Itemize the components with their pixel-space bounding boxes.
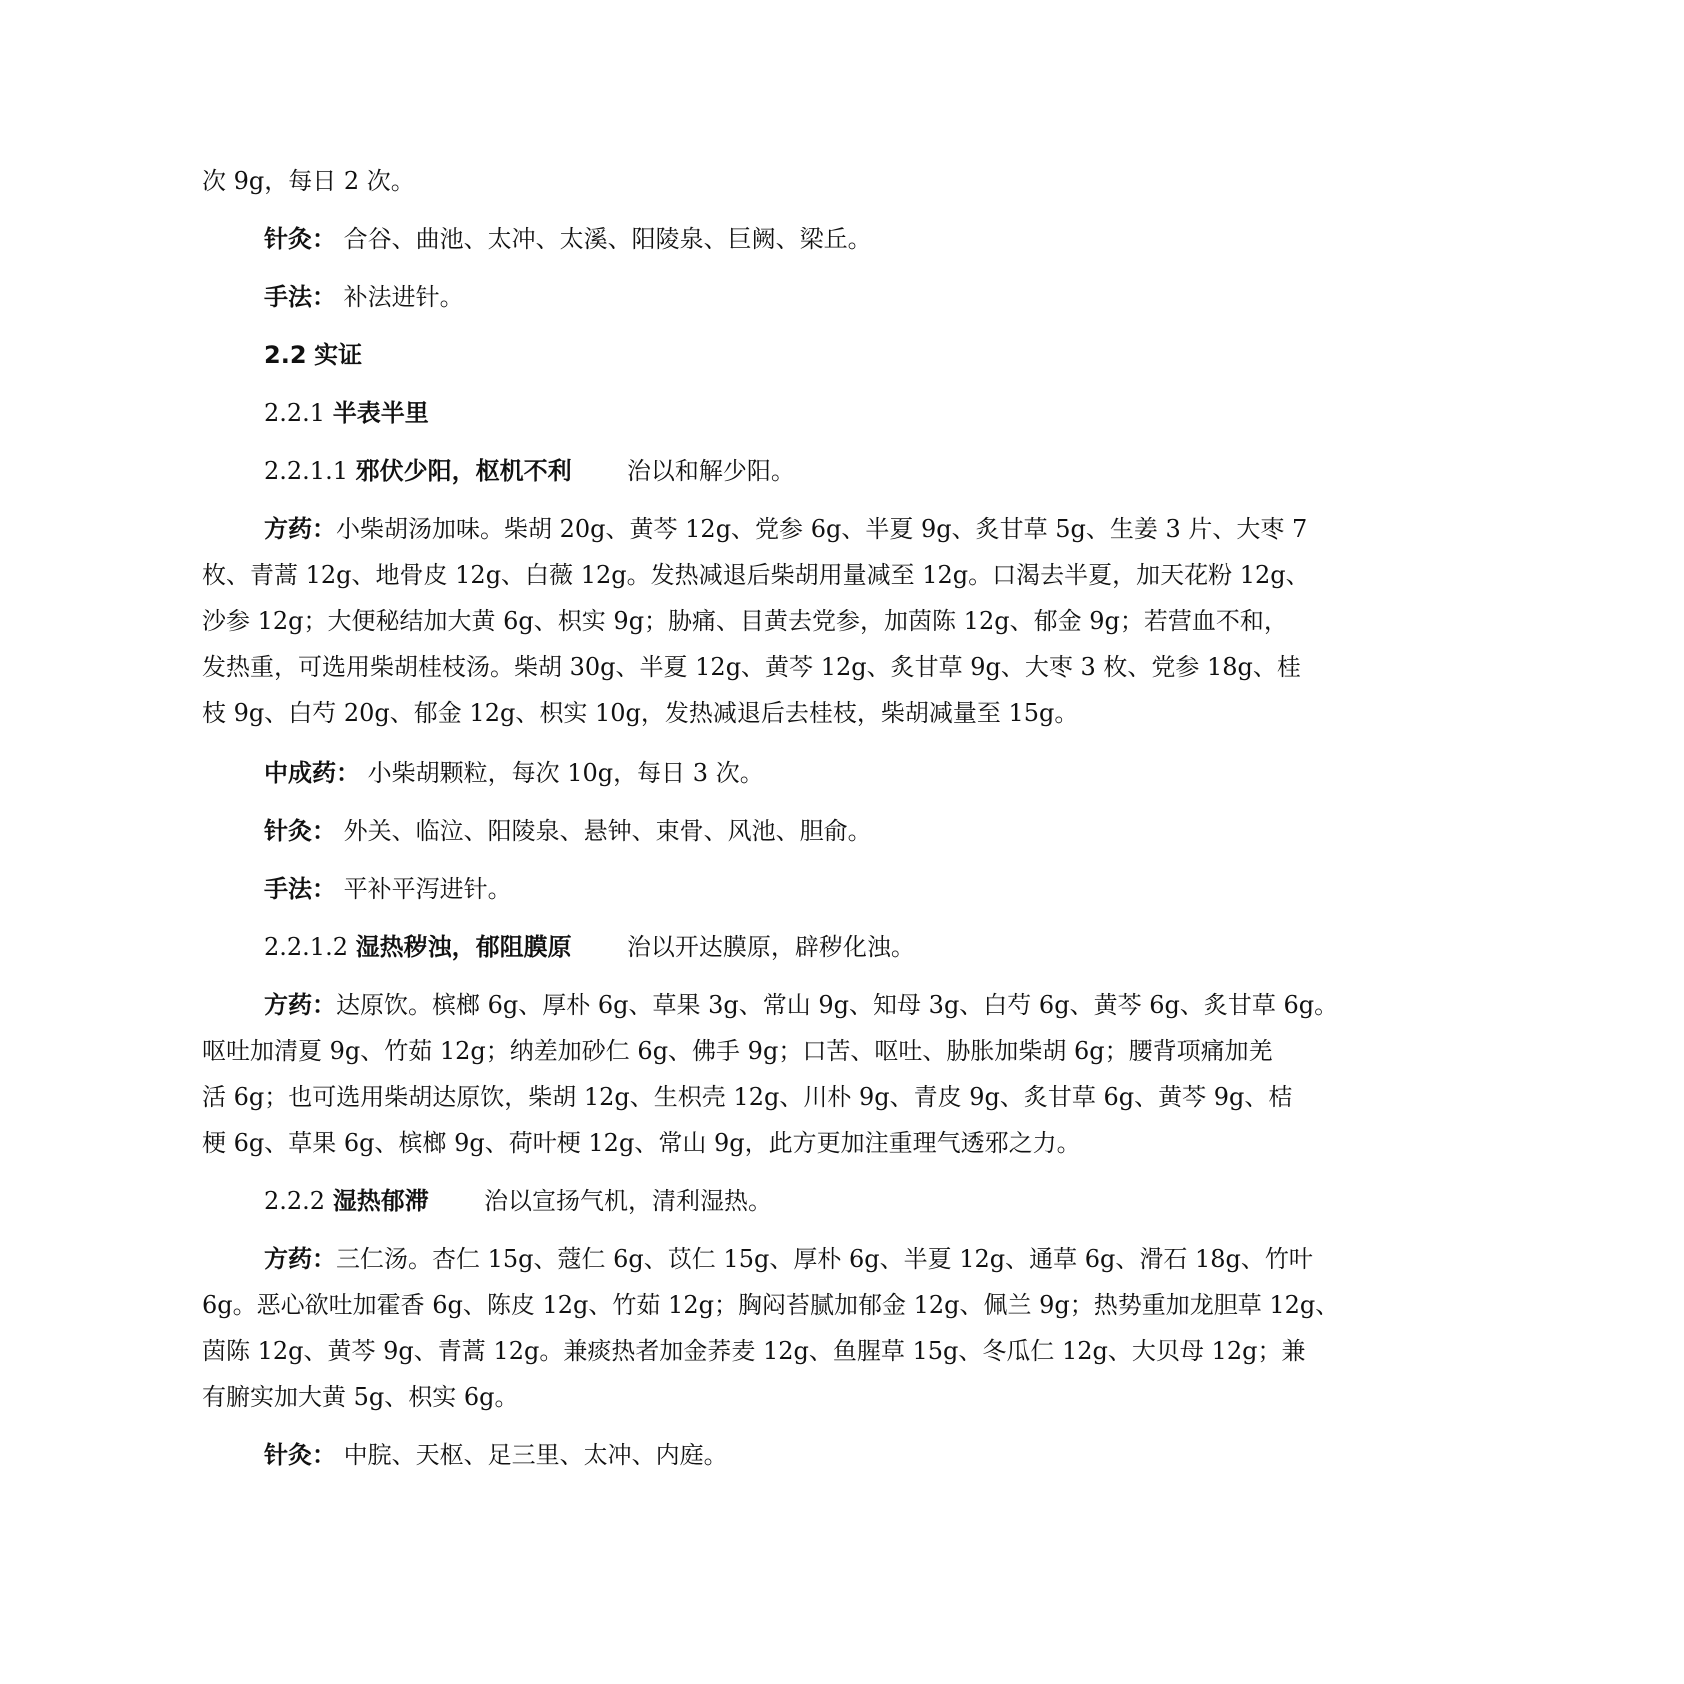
method-paragraph-1: [202, 274, 1502, 320]
heading-number: 2.2.1: [264, 399, 326, 427]
treatment-principle: 治以开达膜原，辟秽化浊。: [626, 933, 915, 961]
continued-line: [202, 158, 1502, 204]
patent-medicine-text: 小柴胡颗粒，每次 10g，每日 3 次。: [367, 759, 764, 787]
acupuncture-paragraph-2: [202, 808, 1502, 854]
heading-2-2-1-2: [202, 924, 1502, 970]
heading-number: 2.2: [264, 341, 307, 369]
acupuncture-label: 针灸：: [264, 225, 336, 253]
acupuncture-label: 针灸：: [264, 1441, 336, 1469]
treatment-principle: 治以宣扬气机，清利湿热。: [484, 1187, 772, 1215]
method-text: 平补平泻进针。: [343, 875, 512, 903]
formula-label: 方药：: [264, 515, 336, 543]
formula-paragraph-1: [202, 506, 1502, 736]
acupuncture-text: 外关、临泣、阳陵泉、悬钟、束骨、风池、胆俞。: [343, 817, 872, 845]
paragraph-line: 方药：小柴胡汤加味。柴胡 20g、黄芩 12g、党参 6g、半夏 9g、炙甘草 5g、生姜 3 片、大枣 7: [264, 515, 1308, 543]
heading-number: 2.2.2: [264, 1187, 326, 1215]
heading-title: 邪伏少阳，枢机不利: [355, 457, 572, 485]
heading-2-2-1-1: [202, 448, 1502, 494]
method-paragraph-2: [202, 866, 1502, 912]
heading-2-2-1: [202, 390, 1502, 436]
acupuncture-text: 中脘、天枢、足三里、太冲、内庭。: [343, 1441, 728, 1469]
heading-title: 湿热郁滞: [332, 1187, 429, 1215]
formula-paragraph-3: [202, 1236, 1502, 1420]
paragraph-line: 枚、青蒿 12g、地骨皮 12g、白薇 12g。发热减退后柴胡用量减至 12g。口渴去半夏，加天花粉 12g、: [202, 561, 1310, 589]
heading-number: 2.2.1.1: [264, 457, 348, 485]
acupuncture-paragraph-3: [202, 1432, 1502, 1478]
patent-medicine-label: 中成药：: [264, 759, 360, 787]
paragraph-line: 梗 6g、草果 6g、槟榔 9g、荷叶梗 12g、常山 9g，此方更加注重理气透邪之力。: [202, 1129, 1081, 1157]
paragraph-line: 呕吐加清夏 9g、竹茹 12g；纳差加砂仁 6g、佛手 9g；口苦、呕吐、胁胀加柴胡 6g；腰背项痛加羌: [202, 1037, 1273, 1065]
method-text: 补法进针。: [343, 283, 464, 311]
method-label: 手法：: [264, 283, 336, 311]
paragraph-line: 茵陈 12g、黄芩 9g、青蒿 12g。兼痰热者加金荞麦 12g、鱼腥草 15g、冬瓜仁 12g、大贝母 12g；兼: [202, 1337, 1306, 1365]
paragraph-line: 有腑实加大黄 5g、枳实 6g。: [202, 1383, 519, 1411]
formula-label: 方药：: [264, 991, 336, 1019]
heading-title: 实证: [314, 341, 363, 369]
acupuncture-paragraph-1: [202, 216, 1502, 262]
paragraph-line: 活 6g；也可选用柴胡达原饮，柴胡 12g、生枳壳 12g、川朴 9g、青皮 9g、炙甘草 6g、黄芩 9g、桔: [202, 1083, 1293, 1111]
paragraph-line: 枝 9g、白芍 20g、郁金 12g、枳实 10g，发热减退后去桂枝，柴胡减量至 15g。: [202, 699, 1079, 727]
heading-2-2: [202, 332, 1502, 378]
paragraph-line: 发热重，可选用柴胡桂枝汤。柴胡 30g、半夏 12g、黄芩 12g、炙甘草 9g、大枣 3 枚、党参 18g、桂: [202, 653, 1301, 681]
acupuncture-text: 合谷、曲池、太冲、太溪、阳陵泉、巨阙、梁丘。: [343, 225, 872, 253]
heading-title: 半表半里: [332, 399, 429, 427]
formula-paragraph-2: [202, 982, 1502, 1166]
treatment-principle: 治以和解少阳。: [626, 457, 795, 485]
paragraph-text: 次 9g，每日 2 次。: [202, 167, 415, 195]
heading-2-2-2: [202, 1178, 1502, 1224]
heading-number: 2.2.1.2: [264, 933, 348, 961]
paragraph-line: 6g。恶心欲吐加霍香 6g、陈皮 12g、竹茹 12g；胸闷苔腻加郁金 12g、佩兰 9g；热势重加龙胆草 12g、: [202, 1291, 1340, 1319]
paragraph-line: 方药：三仁汤。杏仁 15g、蔻仁 6g、苡仁 15g、厚朴 6g、半夏 12g、通草 6g、滑石 18g、竹叶: [264, 1245, 1313, 1273]
acupuncture-label: 针灸：: [264, 817, 336, 845]
heading-title: 湿热秽浊，郁阻膜原: [355, 933, 572, 961]
formula-label: 方药：: [264, 1245, 336, 1273]
patent-medicine-paragraph: [202, 750, 1502, 796]
method-label: 手法：: [264, 875, 336, 903]
paragraph-line: 沙参 12g；大便秘结加大黄 6g、枳实 9g；胁痛、目黄去党参，加茵陈 12g、郁金 9g；若营血不和，: [202, 607, 1288, 635]
paragraph-line: 方药：达原饮。槟榔 6g、厚朴 6g、草果 3g、常山 9g、知母 3g、白芍 6g、黄芩 6g、炙甘草 6g。: [264, 991, 1339, 1019]
